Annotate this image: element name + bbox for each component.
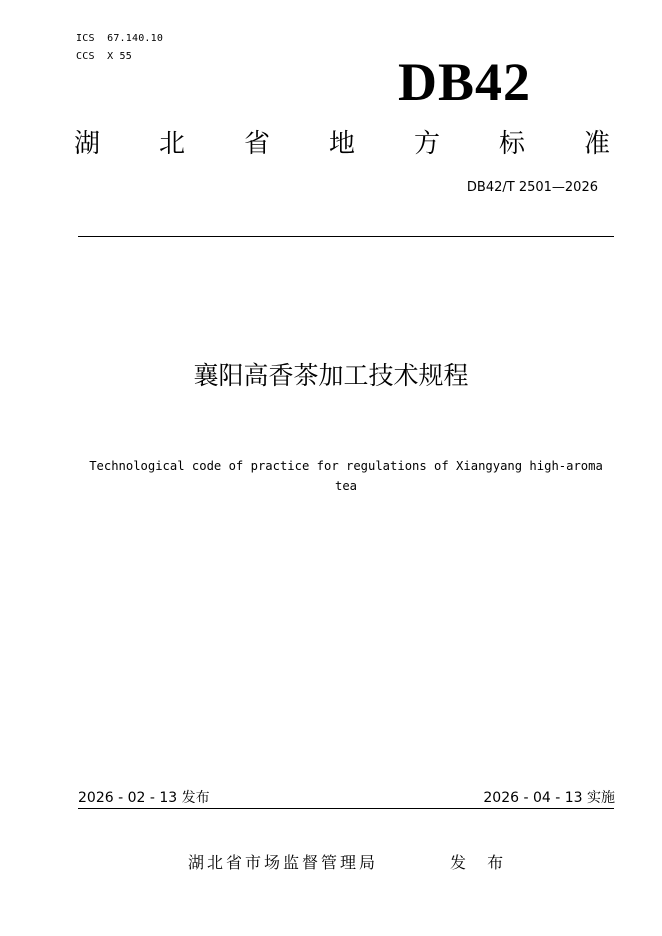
ccs-code: CCS X 55 <box>76 51 132 62</box>
footer-divider <box>78 808 614 809</box>
header-divider <box>78 236 614 237</box>
db-mark: DB42 <box>398 52 532 112</box>
release-date: 2026 - 02 - 13 发布 <box>78 790 210 806</box>
standard-type-char: 省 <box>243 129 270 159</box>
standard-type-char: 湖 <box>73 129 100 159</box>
standard-type <box>72 126 612 162</box>
standard-type-char: 方 <box>413 129 440 159</box>
standard-type-char: 地 <box>328 129 355 159</box>
standard-number: DB42/T 2501—2026 <box>466 180 598 195</box>
standard-type-char: 北 <box>158 129 185 159</box>
implementation-date: 2026 - 04 - 13 实施 <box>483 790 615 806</box>
standard-type-char: 标 <box>498 129 525 159</box>
issuer: 湖北省市场监督管理局 <box>188 853 379 872</box>
ics-code: ICS 67.140.10 <box>76 33 164 44</box>
standard-type-char: 准 <box>583 129 610 159</box>
title-english: Technological code of practice for regulations of Xiangyang high-aroma tea <box>89 459 603 493</box>
issue-word: 发 布 <box>450 853 512 872</box>
title-chinese: 襄阳高香茶加工技术规程 <box>193 361 469 390</box>
